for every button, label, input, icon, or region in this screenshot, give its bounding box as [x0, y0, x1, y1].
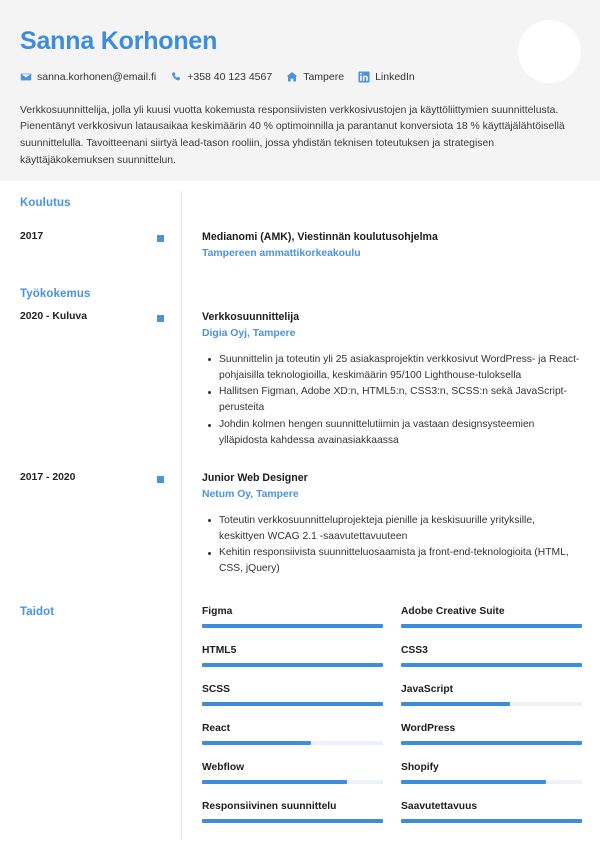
experience-title-col [20, 288, 181, 300]
education-date: 2017 [20, 231, 44, 242]
skill-progress-fill [202, 702, 383, 706]
skill-label: Shopify [401, 762, 439, 774]
skill-progress-fill [202, 819, 383, 823]
contact-location[interactable] [286, 71, 344, 83]
skill-progress-track [401, 741, 582, 745]
skill-item [202, 762, 383, 801]
timeline-marker-icon [157, 235, 164, 242]
skill-item [401, 645, 582, 684]
skill-item [401, 723, 582, 762]
contact-email-label: sanna.korhonen@email.fi [37, 70, 157, 83]
skill-progress-track [202, 663, 383, 667]
skill-progress-track [202, 702, 383, 706]
skill-progress-fill [401, 780, 546, 784]
experience-detail-col [181, 311, 580, 450]
experience-role: Verkkosuunnittelija [202, 311, 300, 324]
section-education [0, 197, 600, 209]
skill-progress-track [401, 624, 582, 628]
list-item: Kehitin responsiivista suunnitteluosaamista ja front-end-teknologioita (HTML, CSS, jQuery) [217, 545, 580, 577]
skill-item [401, 801, 582, 840]
list-item: Suunnittelin ja toteutin yli 25 asiakasprojektin verkkosivut WordPress- ja React-pohjaisilla teknologioilla, keskimäärin 95/100 Lighthouse-tuloksella [217, 352, 580, 384]
skill-label: SCSS [202, 684, 231, 696]
section-heading-education: Koulutus [20, 197, 71, 209]
phone-icon [170, 71, 182, 83]
list-item: Johdin kolmen hengen suunnittelutiimin ja vastaan designsysteemien ylläpidosta kahdessa avainasiakkaassa [217, 417, 580, 449]
profile-summary: Verkkosuunnittelija, jolla yli kuusi vuotta kokemusta responsiivisten verkkosivustojen ja käyttöliittymien suunnittelusta. Pienentänyt verkkosivun latausaikaa keskimäärin 40 % optimoinnilla ja parantanut konversiota 18 % käyttäjälähtöisellä suunnittelulla. Tavoitteenani siirtyä lead-tason rooliin, jossa yhdistän teknisen toteutuksen ja strategisen käyttäjäkokemuksen suunnittelun. [20, 104, 565, 167]
contact-row [20, 71, 580, 83]
section-experience [0, 288, 600, 300]
skill-item [202, 723, 383, 762]
skills-grid [202, 606, 582, 840]
skill-item [401, 606, 582, 645]
experience-entry [0, 311, 600, 450]
skills-title-col [20, 606, 181, 840]
resume-header [0, 0, 600, 181]
experience-date-col [20, 472, 181, 578]
skill-label: HTML5 [202, 645, 237, 657]
page-title: Sanna Korhonen [20, 27, 218, 55]
experience-bullets [202, 513, 580, 578]
skill-item [202, 684, 383, 723]
education-entry [0, 231, 600, 260]
section-skills [0, 606, 600, 840]
home-icon [286, 71, 298, 83]
envelope-icon [20, 71, 32, 83]
skill-item [202, 645, 383, 684]
skill-item [401, 684, 582, 723]
skill-label: WordPress [401, 723, 456, 735]
skill-progress-track [401, 780, 582, 784]
experience-company[interactable]: Digia Oyj, Tampere [202, 328, 296, 340]
education-title-col [20, 197, 181, 209]
experience-entry [0, 472, 600, 578]
education-detail-col [181, 231, 580, 260]
education-school[interactable]: Tampereen ammattikorkeakoulu [202, 247, 361, 259]
skill-progress-track [401, 702, 582, 706]
skill-progress-fill [401, 663, 582, 667]
skill-label: Figma [202, 606, 233, 618]
skill-item [202, 801, 383, 840]
skill-progress-track [401, 819, 582, 823]
experience-company[interactable]: Netum Oy, Tampere [202, 489, 299, 501]
skill-item [202, 606, 383, 645]
resume-body [0, 181, 600, 840]
experience-date: 2017 - 2020 [20, 472, 76, 484]
contact-location-label: Tampere [303, 70, 345, 83]
skill-label: Saavutettavuus [401, 801, 478, 813]
avatar [518, 20, 581, 83]
skill-label: Adobe Creative Suite [401, 606, 505, 618]
skills-col [181, 606, 582, 840]
experience-detail-col [181, 472, 580, 578]
skill-label: React [202, 723, 231, 735]
skill-progress-track [202, 624, 383, 628]
skill-progress-fill [401, 702, 510, 706]
skill-label: JavaScript [401, 684, 454, 696]
linkedin-icon [358, 71, 370, 83]
section-heading-experience: Työkokemus [20, 288, 91, 301]
list-item: Toteutin verkkosuunnitteluprojekteja pienille ja keskisuurille yrityksille, keskittyen WCAG 2.1 -saavutettavuuteen [217, 513, 580, 545]
contact-linkedin[interactable] [358, 71, 415, 83]
skill-progress-fill [202, 624, 383, 628]
skill-progress-track [401, 663, 582, 667]
skill-label: Responsiivinen suunnittelu [202, 801, 337, 813]
skill-progress-fill [202, 741, 311, 745]
skill-progress-track [202, 741, 383, 745]
education-degree: Medianomi (AMK), Viestinnän koulutusohjelma [202, 231, 438, 243]
timeline-marker-icon [157, 476, 164, 483]
contact-phone[interactable] [170, 71, 272, 83]
skill-label: CSS3 [401, 645, 428, 657]
skill-progress-fill [401, 741, 582, 745]
skill-progress-track [202, 819, 383, 823]
experience-date: 2020 - Kuluva [20, 311, 87, 323]
contact-email[interactable] [20, 71, 156, 83]
skill-progress-fill [401, 819, 582, 823]
list-item: Hallitsen Figman, Adobe XD:n, HTML5:n, CSS3:n, SCSS:n sekä JavaScript-perusteita [217, 384, 580, 416]
skill-progress-fill [202, 780, 347, 784]
timeline-marker-icon [157, 315, 164, 322]
skill-progress-fill [401, 624, 582, 628]
section-heading-skills: Taidot [20, 606, 55, 619]
skill-progress-fill [202, 663, 383, 667]
skill-item [401, 762, 582, 801]
skill-progress-track [202, 780, 383, 784]
experience-date-col [20, 311, 181, 450]
skill-label: Webflow [202, 762, 245, 774]
experience-bullets [202, 352, 580, 450]
contact-phone-label: +358 40 123 4567 [187, 70, 273, 83]
experience-role: Junior Web Designer [202, 472, 308, 485]
contact-linkedin-label: LinkedIn [375, 70, 415, 83]
